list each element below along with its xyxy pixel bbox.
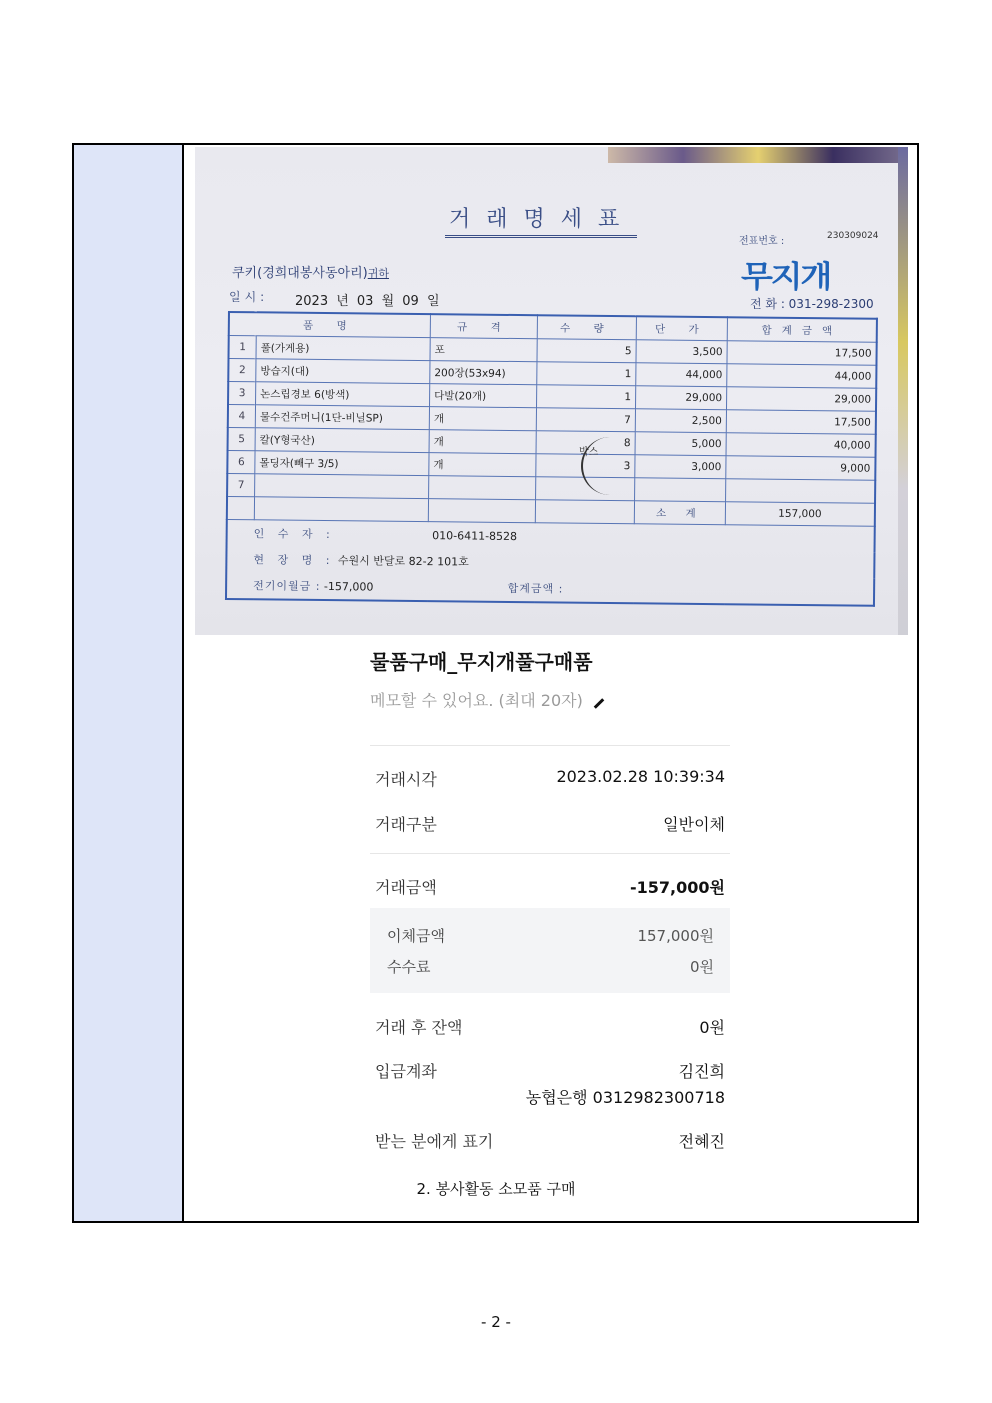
slip-number: 230309024 bbox=[827, 231, 879, 241]
figure-caption: 2. 봉사활동 소모품 구매 bbox=[416, 1180, 576, 1198]
item-price: 44,000 bbox=[636, 363, 727, 387]
time-value: 2023.02.28 10:39:34 bbox=[556, 767, 725, 786]
item-price: 3,500 bbox=[636, 340, 727, 364]
balance-value: 0원 bbox=[699, 1018, 725, 1037]
time-label: 거래시각 bbox=[375, 770, 437, 789]
divider bbox=[370, 853, 730, 854]
item-name: 논스립경보 6(방색) bbox=[256, 382, 430, 407]
item-qty: 1 bbox=[537, 362, 636, 386]
account-holder: 김진희 bbox=[678, 1062, 725, 1081]
item-name: 몰딩자(빼구 3/5) bbox=[255, 451, 429, 476]
type-label: 거래구분 bbox=[375, 815, 437, 834]
date-label: 일시: bbox=[229, 290, 269, 304]
invoice-items-table bbox=[225, 311, 878, 607]
invoice-date: 2023 년 03 월 09 일 bbox=[295, 294, 440, 309]
receiver-label: 인 수 자 : bbox=[253, 527, 335, 542]
item-price bbox=[635, 478, 726, 502]
item-total bbox=[726, 479, 876, 504]
grand-total-label: 합계금액 : bbox=[507, 581, 564, 596]
header-name: 품 명 bbox=[229, 312, 431, 338]
photo-background-edge bbox=[898, 147, 908, 635]
account-number: 농협은행 0312982300718 bbox=[525, 1088, 725, 1107]
transfer-value: 157,000원 bbox=[637, 927, 714, 945]
item-total: 29,000 bbox=[726, 387, 876, 412]
pencil-icon[interactable] bbox=[594, 698, 605, 709]
invoice-photo bbox=[195, 147, 908, 635]
amount-value: -157,000원 bbox=[630, 878, 725, 897]
item-total: 44,000 bbox=[727, 364, 877, 389]
fee-value: 0원 bbox=[689, 958, 714, 976]
handwritten-note: 박스 bbox=[579, 447, 599, 458]
vendor-phone: 전 화 : 031-298-2300 bbox=[750, 297, 874, 311]
row-number: 5 bbox=[228, 428, 256, 451]
item-spec: 개 bbox=[429, 430, 536, 454]
item-total: 17,500 bbox=[726, 410, 876, 435]
customer-name bbox=[232, 262, 389, 281]
item-name: 풀(가게용) bbox=[256, 336, 430, 361]
subtotal-label: 소 계 bbox=[634, 501, 725, 525]
item-spec: 개 bbox=[429, 453, 536, 477]
balance-row bbox=[226, 572, 874, 606]
invoice-title: 거래명세표 bbox=[445, 202, 637, 238]
item-price: 5,000 bbox=[635, 432, 726, 456]
recipient-label: 받는 분에게 표기 bbox=[375, 1132, 494, 1151]
row-number: 4 bbox=[228, 405, 256, 428]
item-name: 물수건주머니(1단-비닐SP) bbox=[255, 405, 429, 430]
row-number: 7 bbox=[227, 474, 255, 497]
type-value: 일반이체 bbox=[663, 815, 725, 834]
recipient-value: 전혜진 bbox=[678, 1132, 725, 1151]
item-price: 2,500 bbox=[635, 409, 726, 433]
divider bbox=[370, 745, 730, 746]
customer-honorific: 귀하 bbox=[367, 267, 389, 280]
item-qty: 3 bbox=[536, 454, 635, 478]
fee-label: 수수료 bbox=[387, 958, 431, 976]
item-spec: 다발(20개) bbox=[430, 384, 537, 408]
amount-label: 거래금액 bbox=[375, 878, 437, 897]
item-name bbox=[255, 474, 429, 499]
receiver-phone: 010-6411-8528 bbox=[432, 528, 518, 543]
header-qty: 수 량 bbox=[537, 315, 636, 340]
item-qty: 1 bbox=[537, 385, 636, 409]
item-qty: 8 bbox=[536, 431, 635, 455]
item-spec bbox=[429, 476, 536, 500]
item-name: 방습지(대) bbox=[256, 359, 430, 384]
label-column bbox=[74, 145, 184, 1221]
row-number: 1 bbox=[229, 336, 257, 359]
item-qty: 7 bbox=[536, 408, 635, 432]
header-price: 단 가 bbox=[636, 316, 727, 340]
row-number: 2 bbox=[228, 359, 256, 382]
page-number: - 2 - bbox=[481, 1313, 511, 1331]
header-total: 합계금액 bbox=[727, 317, 877, 342]
site-label: 현 장 명 : bbox=[253, 553, 335, 568]
amount-breakdown bbox=[370, 908, 730, 993]
item-total: 9,000 bbox=[726, 456, 876, 481]
prev-balance-label: 전기이월금 : bbox=[253, 579, 321, 593]
item-price: 3,000 bbox=[635, 455, 726, 479]
memo-field[interactable] bbox=[370, 688, 605, 711]
customer-name-text: 쿠키(경희대봉사동아리) bbox=[232, 266, 368, 281]
row-number: 6 bbox=[227, 451, 255, 474]
balance-label: 거래 후 잔액 bbox=[375, 1018, 463, 1037]
site-address: 수원시 반달로 82-2 101호 bbox=[337, 554, 469, 569]
item-total: 40,000 bbox=[726, 433, 876, 458]
invoice-paper bbox=[195, 157, 895, 635]
prev-balance: -157,000 bbox=[323, 580, 374, 594]
item-name: 칼(Y형국산) bbox=[255, 428, 429, 453]
item-spec: 개 bbox=[429, 407, 536, 431]
vendor-logo: 무지개 bbox=[741, 260, 831, 295]
subtotal-value: 157,000 bbox=[725, 502, 875, 527]
item-spec: 200장(53x94) bbox=[430, 361, 537, 385]
account-label: 입금계좌 bbox=[375, 1062, 437, 1081]
row-number: 3 bbox=[228, 382, 256, 405]
item-qty: 5 bbox=[537, 339, 636, 363]
item-total: 17,500 bbox=[727, 341, 877, 366]
transaction-title: 물품구매_무지개풀구매품 bbox=[370, 650, 593, 674]
memo-placeholder: 메모할 수 있어요. (최대 20자) bbox=[370, 691, 583, 710]
header-spec: 규 격 bbox=[430, 314, 537, 339]
item-spec: 포 bbox=[430, 338, 537, 362]
item-price: 29,000 bbox=[635, 386, 726, 410]
transfer-label: 이체금액 bbox=[387, 927, 445, 945]
slip-number-label: 전표번호 : bbox=[739, 236, 785, 247]
